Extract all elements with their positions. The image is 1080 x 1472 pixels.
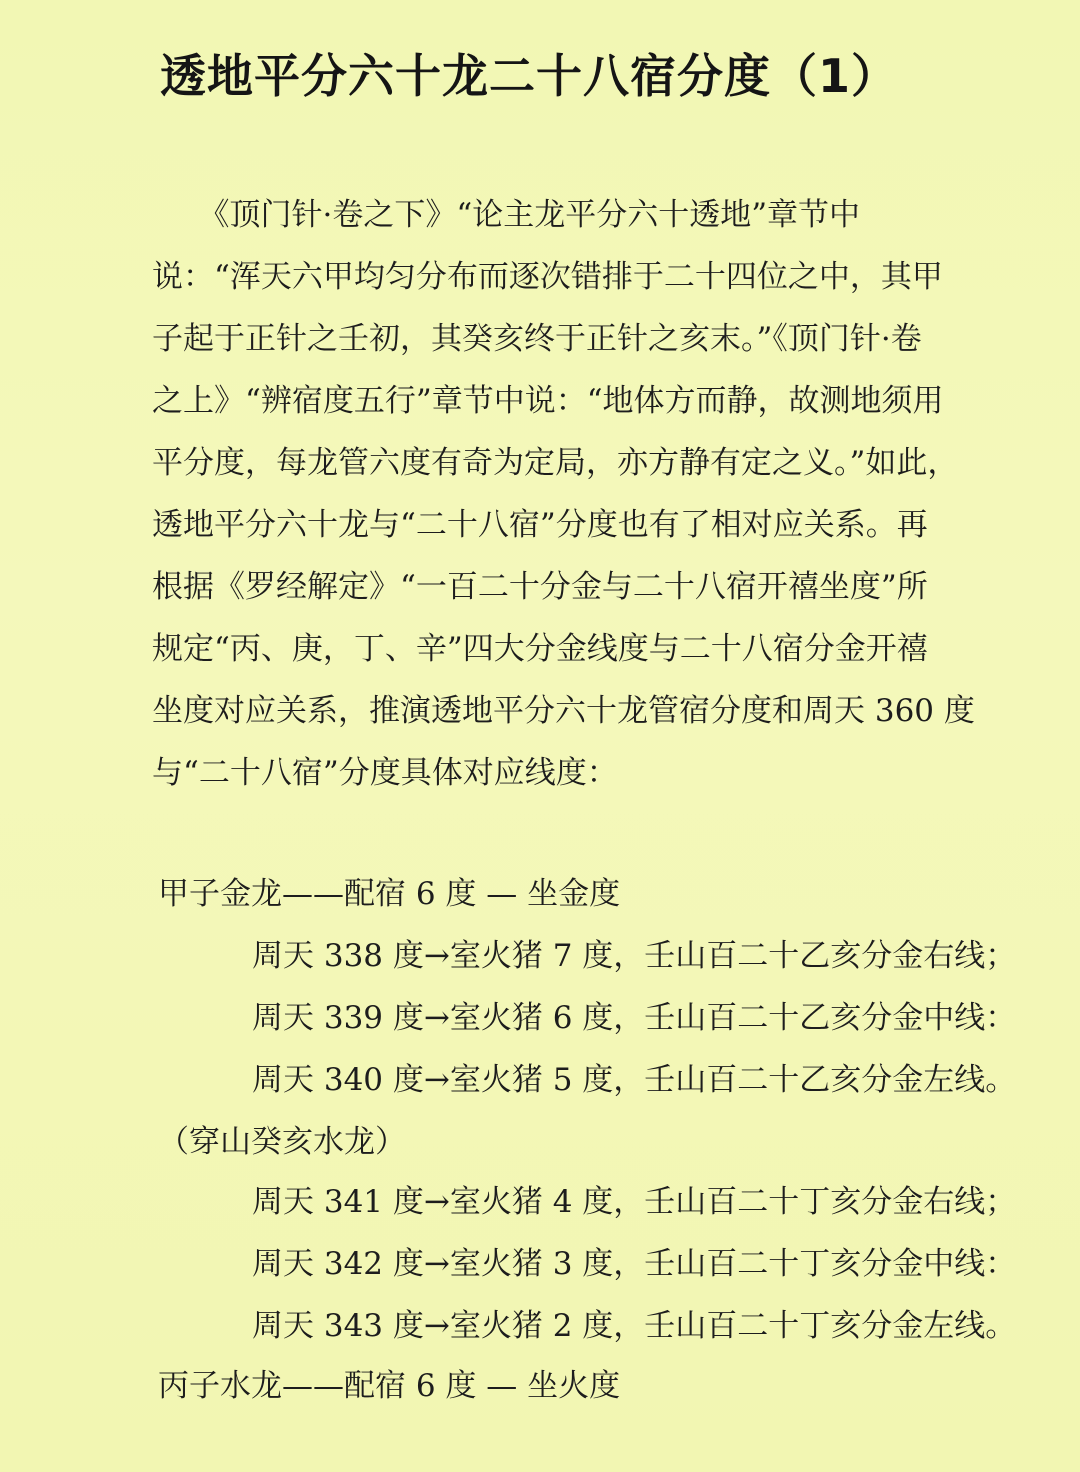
degree-entry: 周天 340 度→室火猪 5 度，壬山百二十乙亥分金左线。: [252, 1062, 1017, 1098]
paragraph-line: 说：“浑天六甲均匀分布而逐次错排于二十四位之中，其甲: [152, 259, 943, 295]
degree-entry: 周天 342 度→室火猪 3 度，壬山百二十丁亥分金中线：: [252, 1246, 1017, 1282]
paragraph-line: 子起于正针之壬初，其癸亥终于正针之亥末。”《顶门针·卷: [152, 321, 922, 357]
sub-note: （穿山癸亥水龙）: [158, 1124, 406, 1160]
page-title: 透地平分六十龙二十八宿分度（1）: [160, 49, 899, 103]
paragraph-line: 《顶门针·卷之下》“论主龙平分六十透地”章节中: [152, 197, 861, 233]
paragraph-line: 平分度，每龙管六度有奇为定局，亦方静有定之义。”如此，: [152, 445, 959, 481]
paragraph-line: 之上》“辨宿度五行”章节中说：“地体方而静，故测地须用: [152, 383, 944, 419]
paragraph-line: 规定“丙、庚，丁、辛”四大分金线度与二十八宿分金开禧: [152, 631, 928, 667]
degree-entry: 周天 341 度→室火猪 4 度，壬山百二十丁亥分金右线；: [252, 1184, 1017, 1220]
paragraph-line: 与“二十八宿”分度具体对应线度：: [152, 755, 618, 791]
paragraph-line: 根据《罗经解定》“一百二十分金与二十八宿开禧坐度”所: [152, 569, 928, 605]
section-heading-bingzi: 丙子水龙——配宿 6 度 — 坐火度: [158, 1368, 621, 1404]
degree-entry: 周天 339 度→室火猪 6 度，壬山百二十乙亥分金中线：: [252, 1000, 1017, 1036]
intro-paragraph: [152, 184, 982, 804]
degree-entry: 周天 343 度→室火猪 2 度，壬山百二十丁亥分金左线。: [252, 1308, 1017, 1344]
paragraph-line: 透地平分六十龙与“二十八宿”分度也有了相对应关系。再: [152, 507, 928, 543]
section-heading-jiazi: 甲子金龙——配宿 6 度 — 坐金度: [158, 876, 621, 912]
degree-entry: 周天 338 度→室火猪 7 度，壬山百二十乙亥分金右线；: [252, 938, 1017, 974]
paragraph-line: 坐度对应关系，推演透地平分六十龙管宿分度和周天 360 度: [152, 693, 975, 729]
